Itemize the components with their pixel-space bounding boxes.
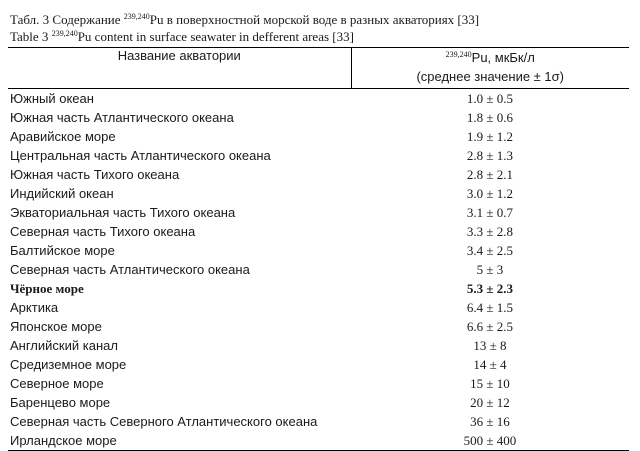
caption-english-text: Pu content in surface seawater in defferent areas [33] — [77, 29, 354, 44]
header-mean-label: (среднее значение ± 1σ) — [416, 69, 565, 84]
area-name-cell: Аравийское море — [10, 129, 116, 144]
table-body — [8, 89, 629, 451]
activity-value-cell: 500 ± 400 — [351, 431, 629, 451]
table-row — [8, 279, 629, 298]
table-row — [8, 374, 629, 393]
caption-english — [10, 29, 354, 44]
table-row — [8, 184, 629, 203]
table-row — [8, 203, 629, 222]
header-isotope: 239,240 — [445, 50, 472, 59]
activity-value-cell: 36 ± 16 — [470, 414, 510, 429]
caption-english-isotope: 239,240 — [51, 29, 78, 38]
area-name-cell: Южный океан — [10, 91, 94, 106]
table-row — [8, 431, 629, 451]
activity-value-cell: 13 ± 8 — [473, 338, 507, 353]
activity-value-cell: 6.6 ± 2.5 — [466, 319, 514, 334]
activity-value-cell: 15 ± 10 — [470, 376, 510, 391]
area-name-cell: Балтийское море — [10, 243, 115, 258]
header-activity — [351, 48, 629, 89]
area-name-cell: Северное море — [10, 376, 104, 391]
table-row — [8, 127, 629, 146]
activity-value-cell: 1.8 ± 0.6 — [466, 110, 514, 125]
activity-value-cell: 1.0 ± 0.5 — [466, 91, 514, 106]
table-row — [8, 146, 629, 165]
caption-russian-prefix: Табл. 3 Содержание — [10, 12, 124, 27]
activity-value-cell: 3.0 ± 1.2 — [466, 186, 514, 201]
area-name-cell: Северная часть Северного Атлантического океана — [10, 414, 318, 429]
activity-value-cell: 1.9 ± 1.2 — [466, 129, 514, 144]
activity-value-cell: 5.3 ± 2.3 — [466, 281, 514, 296]
area-name-cell: Экваториальная часть Тихого океана — [10, 205, 236, 220]
table-row — [8, 355, 629, 374]
table-row — [8, 108, 629, 127]
header-unit-label: Pu, мкБк/л — [471, 50, 535, 65]
area-name-cell: Северная часть Тихого океана — [10, 224, 196, 239]
area-name-cell: Арктика — [10, 300, 59, 315]
activity-value-cell: 5 ± 3 — [476, 262, 504, 277]
table-header-row — [8, 48, 629, 89]
activity-value-cell: 2.8 ± 1.3 — [466, 148, 514, 163]
activity-value-cell: 14 ± 4 — [473, 357, 507, 372]
area-name-cell: Средиземное море — [10, 357, 127, 372]
area-name-cell: Центральная часть Атлантического океана — [10, 148, 271, 163]
header-activity-unit — [352, 48, 630, 67]
table-row — [8, 393, 629, 412]
caption-russian-text: Pu в поверхностной морской воде в разных акваториях [33] — [149, 12, 480, 27]
table-row — [8, 222, 629, 241]
table-row — [8, 165, 629, 184]
caption-russian-isotope: 239,240 — [123, 12, 150, 21]
area-name-cell: Южная часть Атлантического океана — [10, 110, 234, 125]
table-row — [8, 89, 629, 109]
table-row — [8, 317, 629, 336]
header-area-name: Название акватории — [8, 48, 351, 89]
area-name-cell: Индийский океан — [10, 186, 114, 201]
area-name-cell: Английский канал — [10, 338, 118, 353]
activity-value-cell: 3.3 ± 2.8 — [466, 224, 514, 239]
area-name-cell: Северная часть Атлантического океана — [10, 262, 250, 277]
area-name-cell: Южная часть Тихого океана — [10, 167, 180, 182]
activity-value-cell: 2.8 ± 2.1 — [466, 167, 514, 182]
caption-russian — [10, 12, 479, 27]
area-name-cell: Японское море — [10, 319, 102, 334]
area-name-cell: Чёрное море — [10, 281, 84, 296]
table-row — [8, 241, 629, 260]
table-row — [8, 260, 629, 279]
activity-value-cell: 3.4 ± 2.5 — [466, 243, 514, 258]
table-row — [8, 412, 629, 431]
table-row — [8, 298, 629, 317]
activity-value-cell: 20 ± 12 — [470, 395, 510, 410]
activity-value-cell: 3.1 ± 0.7 — [466, 205, 514, 220]
activity-value-cell: 6.4 ± 1.5 — [466, 300, 514, 315]
caption-english-prefix: Table 3 — [10, 29, 52, 44]
area-name-cell: Баренцево море — [10, 395, 111, 410]
table-row — [8, 336, 629, 355]
area-name-cell: Ирландское море — [8, 431, 351, 451]
data-table — [8, 47, 629, 451]
